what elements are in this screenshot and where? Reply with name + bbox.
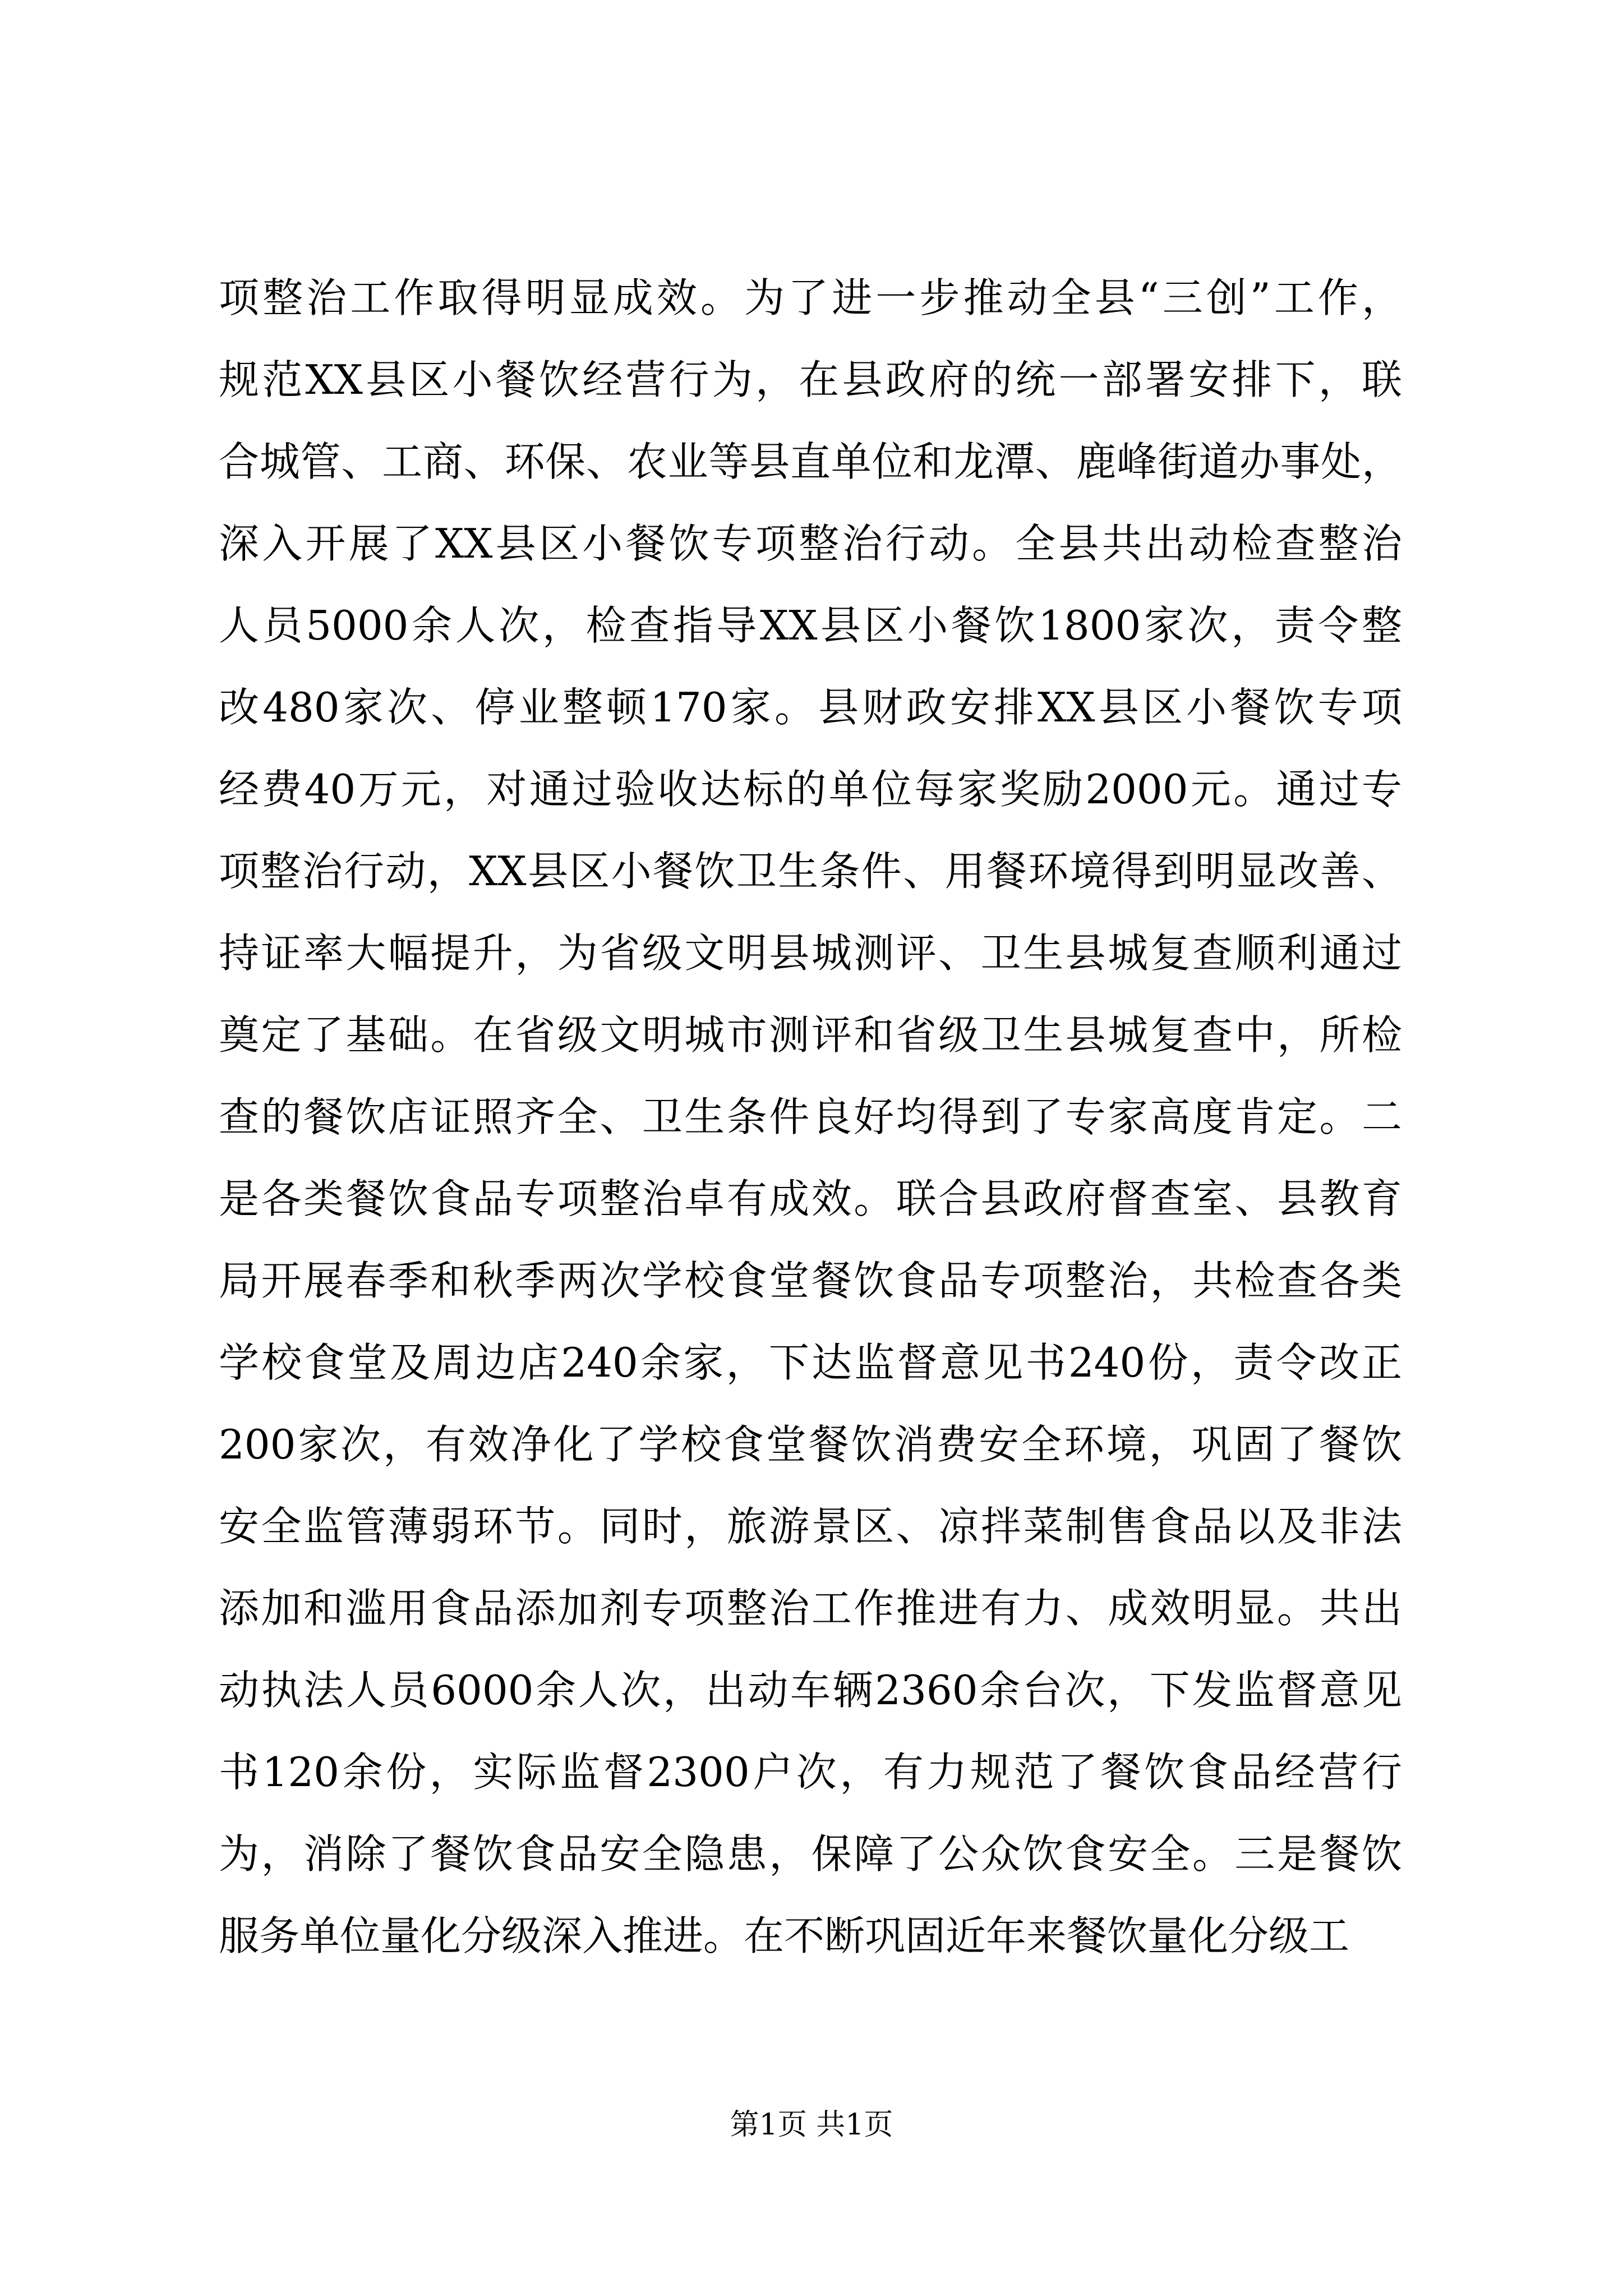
text-line: 合城管、工商、环保、农业等县直单位和龙潭、鹿峰街道办事处， xyxy=(219,438,1402,485)
text-line: 200家次，有效净化了学校食堂餐饮消费安全环境，巩固了餐饮 xyxy=(219,1421,1402,1468)
text-line: 动执法人员6000余人次，出动车辆2360余台次，下发监督意见 xyxy=(219,1667,1402,1714)
text-line: 为，消除了餐饮食品安全隐患，保障了公众饮食安全。三是餐饮 xyxy=(219,1830,1402,1878)
text-line: 深入开展了XX县区小餐饮专项整治行动。全县共出动检查整治 xyxy=(219,520,1402,567)
text-line: 改480家次、停业整顿170家。县财政安排XX县区小餐饮专项 xyxy=(219,684,1402,731)
body-paragraph xyxy=(219,257,1402,1977)
text-line: 项整治行动，XX县区小餐饮卫生条件、用餐环境得到明显改善、 xyxy=(219,848,1402,895)
text-line: 是各类餐饮食品专项整治卓有成效。联合县政府督查室、县教育 xyxy=(219,1175,1402,1222)
text-line: 安全监管薄弱环节。同时，旅游景区、凉拌菜制售食品以及非法 xyxy=(219,1503,1402,1550)
text-line: 局开展春季和秋季两次学校食堂餐饮食品专项整治，共检查各类 xyxy=(219,1257,1402,1304)
text-line: 项整治工作取得明显成效。为了进一步推动全县“三创”工作， xyxy=(219,274,1402,321)
page-number-footer: 第1页 共1页 xyxy=(730,2108,893,2142)
text-line: 规范XX县区小餐饮经营行为，在县政府的统一部署安排下，联 xyxy=(219,356,1402,403)
text-line: 持证率大幅提升，为省级文明县城测评、卫生县城复查顺利通过 xyxy=(219,930,1402,977)
text-line: 奠定了基础。在省级文明城市测评和省级卫生县城复查中，所检 xyxy=(219,1011,1402,1059)
text-line: 学校食堂及周边店240余家，下达监督意见书240份，责令改正 xyxy=(219,1339,1402,1386)
text-line: 服务单位量化分级深入推进。在不断巩固近年来餐饮量化分级工 xyxy=(219,1912,1350,1959)
text-line: 经费40万元，对通过验收达标的单位每家奖励2000元。通过专 xyxy=(219,766,1402,813)
text-line: 添加和滥用食品添加剂专项整治工作推进有力、成效明显。共出 xyxy=(219,1585,1402,1632)
text-line: 书120余份，实际监督2300户次，有力规范了餐饮食品经营行 xyxy=(219,1749,1402,1796)
text-line: 人员5000余人次，检查指导XX县区小餐饮1800家次，责令整 xyxy=(219,602,1402,649)
text-line: 查的餐饮店证照齐全、卫生条件良好均得到了专家高度肯定。二 xyxy=(219,1093,1402,1140)
